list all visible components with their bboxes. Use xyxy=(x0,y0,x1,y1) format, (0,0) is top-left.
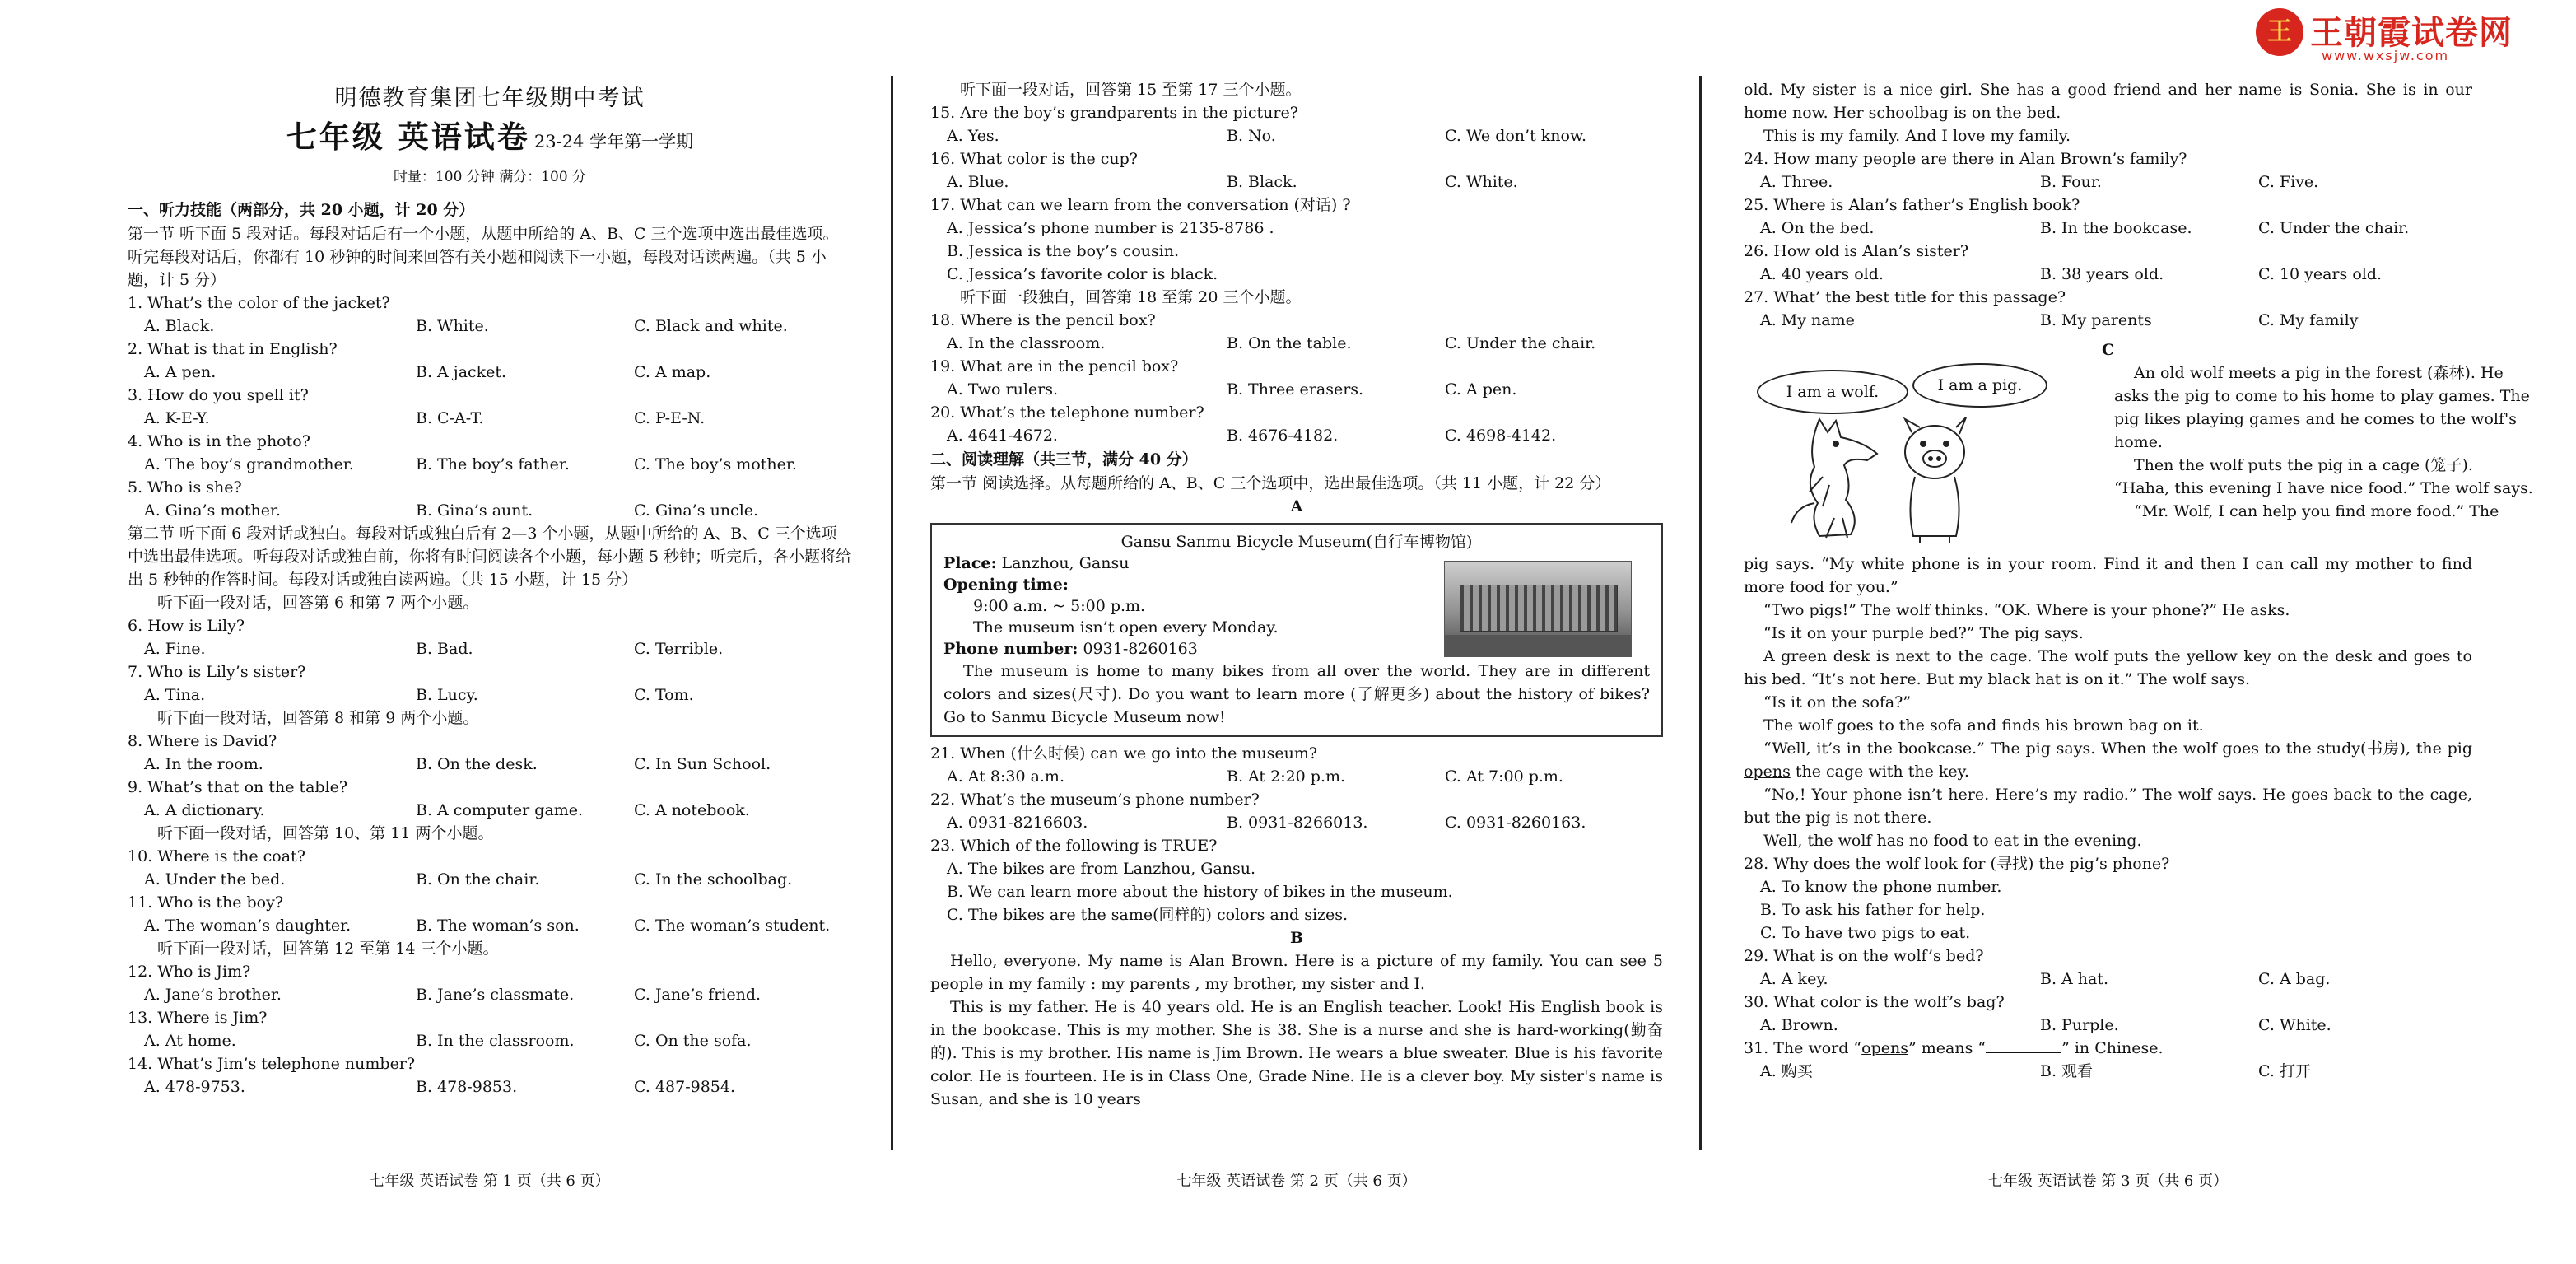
notice-phone-label: Phone number: xyxy=(943,640,1078,658)
notice-opening-label: Opening time: xyxy=(943,576,1069,594)
option-b[interactable]: B. 0931-8266013. xyxy=(1227,814,1368,832)
passage-paragraph: A green desk is next to the cage. The wolf puts the yellow key on the desk and goes to his bed. “It’s not here. But my black hat is on it.” The wolf says. xyxy=(1744,647,2472,688)
option-c[interactable]: C. On the sofa. xyxy=(634,1032,752,1050)
question-stem: 17. What can we learn from the conversation (对话) ? xyxy=(930,196,1351,214)
story-intro-block xyxy=(1744,361,2533,553)
story-line: Then the wolf puts the pig in a cage (笼子). xyxy=(2134,456,2473,474)
option-c[interactable]: C. To have two pigs to eat. xyxy=(1760,924,1971,942)
part-intro: 第一节 听下面 5 段对话。每段对话后有一个小题，从题中所给的 A、B、C 三个选项中选出最佳选项。听完每段对话后，你都有 10 秒钟的时间来回答有关小题和阅读下一小题，每段对话读两遍。（共 5 小题，计 5 分） xyxy=(128,225,839,289)
option-c[interactable]: C. The boy’s mother. xyxy=(634,455,797,473)
option-c[interactable]: C. Jane’s friend. xyxy=(634,986,762,1004)
notice-phone-value: 0931-8260163 xyxy=(1078,640,1198,658)
option-b[interactable]: B. My parents xyxy=(2040,311,2152,329)
story-side-text xyxy=(2114,361,2533,523)
option-b[interactable]: B. A computer game. xyxy=(416,801,584,819)
passage-paragraph xyxy=(1744,737,2472,783)
passage-label: A xyxy=(1290,497,1303,515)
question-item xyxy=(1744,1037,2472,1083)
question-item xyxy=(930,147,1663,194)
option-a[interactable]: A. K-E-Y. xyxy=(144,409,210,427)
passage-text: the cage with the key. xyxy=(1790,763,1969,781)
option-c[interactable]: C. A map. xyxy=(634,363,711,381)
instruction: 听下面一段对话，回答第 10、第 11 两个小题。 xyxy=(157,824,494,842)
option-c[interactable]: C. Five. xyxy=(2258,173,2319,191)
option-b[interactable]: B. On the desk. xyxy=(416,755,538,773)
question-stem: 2. What is that in English? xyxy=(128,340,338,358)
option-b[interactable]: B. The boy’s father. xyxy=(416,455,570,473)
question-item xyxy=(1744,991,2472,1037)
question-text: 31. The word “ xyxy=(1744,1039,1862,1057)
logo-url: www.wxsjw.com xyxy=(2322,48,2450,63)
option-c[interactable]: C. In the schoolbag. xyxy=(634,870,793,889)
option-a[interactable]: A. A dictionary. xyxy=(144,801,265,819)
question-list xyxy=(128,292,852,522)
option-c[interactable]: C. P-E-N. xyxy=(634,409,706,427)
question-stem: 16. What color is the cup? xyxy=(930,150,1138,168)
museum-notice xyxy=(930,523,1663,737)
option-b[interactable]: B. A hat. xyxy=(2040,970,2109,988)
option-a[interactable]: A. Jane’s brother. xyxy=(144,986,282,1004)
option-b[interactable]: B. Gina’s aunt. xyxy=(416,501,533,520)
question-stem: 21. When (什么时候) can we go into the museum? xyxy=(930,744,1318,763)
instruction: 听下面一段对话，回答第 6 和第 7 两个小题。 xyxy=(157,594,479,612)
passage-paragraph: This is my father. He is 40 years old. He is an English teacher. Look! His English book is in the bookcase. This is my mother. She is 38. She is a nurse and she is hard-working(勤奋的). This is my brother. His name is Jim Brown. He wears a blue sweater. Blue is his favorite color. He is fourteen. He is in Class One, Grade Nine. He is a clever boy. My sister's name is Susan, and she is 10 years xyxy=(930,998,1663,1108)
question-text: ” in Chinese. xyxy=(2061,1039,2164,1057)
option-c[interactable]: C. 4698-4142. xyxy=(1445,427,1557,445)
notice-body: The museum is home to many bikes from all over the world. They are in different colors and sizes(尺寸). Do you want to learn more (了解更多) about the history of bikes? Go to Sanmu Bicycle Museum now! xyxy=(943,662,1650,726)
option-b[interactable]: B. 38 years old. xyxy=(2040,265,2164,283)
underlined-word: opens xyxy=(1861,1039,1908,1057)
option-c[interactable]: C. The bikes are the same(同样的) colors and sizes. xyxy=(947,906,1349,924)
option-a[interactable]: A. Tina. xyxy=(144,686,206,704)
notice-hours: 9:00 a.m. ~ 5:00 p.m. xyxy=(973,597,1146,615)
wolf-icon xyxy=(1791,419,1877,538)
option-b[interactable]: B. In the bookcase. xyxy=(2040,219,2192,237)
instruction: 听下面一段对话，回答第 15 至第 17 三个小题。 xyxy=(960,81,1302,99)
question-stem: 9. What’s that on the table? xyxy=(128,778,348,796)
instruction: 听下面一段独白，回答第 18 至第 20 三个小题。 xyxy=(960,288,1302,306)
option-a[interactable]: A. 购买 xyxy=(1760,1062,1813,1080)
option-a[interactable]: A. To know the phone number. xyxy=(1760,878,2002,896)
option-c[interactable]: C. Black and white. xyxy=(634,317,788,335)
question-stem: 6. How is Lily? xyxy=(128,617,245,635)
option-c[interactable]: C. A notebook. xyxy=(634,801,750,819)
story-line: pig likes playing games and he comes to the wolf's xyxy=(2114,410,2517,428)
section-heading: 二、阅读理解（共三节，满分 40 分） xyxy=(930,450,1198,469)
question-item xyxy=(128,960,852,1006)
option-a[interactable]: A. The woman’s daughter. xyxy=(144,917,352,935)
school-title: 明德教育集团七年级期中考试 xyxy=(334,86,645,111)
question-item xyxy=(930,309,1663,355)
option-c[interactable]: C. 打开 xyxy=(2258,1062,2311,1080)
question-item xyxy=(1744,286,2472,332)
question-item xyxy=(128,1052,852,1098)
passage-paragraph: pig says. “My white phone is in your room. Find it and then I can call my mother to find more food for you.” xyxy=(1744,555,2472,596)
question-item xyxy=(1744,147,2472,194)
option-a[interactable]: A. Under the bed. xyxy=(144,870,286,889)
logo-seal-icon: 王 xyxy=(2256,8,2303,56)
option-b[interactable]: B. White. xyxy=(416,317,489,335)
question-stem: 4. Who is in the photo? xyxy=(128,432,310,450)
passage-paragraph: The wolf goes to the sofa and finds his brown bag on it. xyxy=(1763,716,2204,735)
passage-paragraph: “No,! Your phone isn’t here. Here’s my radio.” The wolf says. He goes back to the cage, but the pig is not there. xyxy=(1744,786,2472,827)
question-item xyxy=(128,384,852,430)
option-a[interactable]: A. Jessica’s phone number is 2135-8786 . xyxy=(947,219,1274,237)
column-divider xyxy=(1699,76,1702,1150)
wolf-pig-drawing xyxy=(1744,361,2052,544)
option-a[interactable]: A. In the room. xyxy=(144,755,263,773)
wolf-speech-bubble: I am a wolf. xyxy=(1757,370,1908,414)
passage-label: C xyxy=(2101,341,2115,359)
option-b[interactable]: B. C-A-T. xyxy=(416,409,484,427)
question-item xyxy=(128,338,852,384)
question-item xyxy=(930,101,1663,147)
option-a[interactable]: A. Gina’s mother. xyxy=(144,501,282,520)
option-a[interactable]: A. Blue. xyxy=(947,173,1009,191)
question-item xyxy=(1744,240,2472,286)
question-item xyxy=(128,845,852,891)
option-c[interactable]: C. My family xyxy=(2258,311,2359,329)
question-stem: 14. What’s Jim’s telephone number? xyxy=(128,1055,416,1073)
option-b[interactable]: B. Three erasers. xyxy=(1227,380,1364,399)
option-c[interactable]: C. A bag. xyxy=(2258,970,2331,988)
question-stem: 28. Why does the wolf look for (寻找) the pig’s phone? xyxy=(1744,855,2170,873)
question-item xyxy=(128,776,852,822)
option-c[interactable]: C. At 7:00 p.m. xyxy=(1445,767,1563,786)
option-b[interactable]: B. 观看 xyxy=(2040,1062,2094,1080)
question-stem: 1. What’s the color of the jacket? xyxy=(128,294,390,312)
question-item xyxy=(128,614,852,660)
option-b[interactable]: B. At 2:20 p.m. xyxy=(1227,767,1346,786)
option-c[interactable]: C. Gina’s uncle. xyxy=(634,501,759,520)
question-stem: 13. Where is Jim? xyxy=(128,1009,268,1027)
option-c[interactable]: C. Under the chair. xyxy=(1445,334,1596,352)
passage-paragraph: “Is it on your purple bed?” The pig says. xyxy=(1763,624,2084,642)
page-1 xyxy=(128,78,852,1149)
option-b[interactable]: B. Jane’s classmate. xyxy=(416,986,575,1004)
question-item xyxy=(930,788,1663,834)
story-line: An old wolf meets a pig in the forest (森林). He xyxy=(2134,364,2504,382)
passage-text: “Well, it’s in the bookcase.” The pig says. When the wolf goes to the study(书房), the pig xyxy=(1763,739,2472,758)
option-a[interactable]: A. Fine. xyxy=(144,640,206,658)
question-item xyxy=(128,730,852,776)
option-c[interactable]: C. Tom. xyxy=(634,686,694,704)
question-stem: 8. Where is David? xyxy=(128,732,277,750)
option-b[interactable]: B. In the classroom. xyxy=(416,1032,575,1050)
page-2 xyxy=(930,78,1663,1149)
option-a[interactable]: A. Yes. xyxy=(947,127,999,145)
question-stem: 5. Who is she? xyxy=(128,478,242,497)
question-item xyxy=(930,742,1663,788)
question-stem: 10. Where is the coat? xyxy=(128,847,305,865)
question-text: ” means “ xyxy=(1908,1039,1987,1057)
option-a[interactable]: A. 4641-4672. xyxy=(947,427,1058,445)
option-a[interactable]: A. In the classroom. xyxy=(947,334,1106,352)
question-item xyxy=(128,292,852,338)
passage-label: B xyxy=(1289,929,1304,947)
option-b[interactable]: B. Black. xyxy=(1227,173,1297,191)
option-a[interactable]: A. Three. xyxy=(1760,173,1833,191)
option-b[interactable]: B. 4676-4182. xyxy=(1227,427,1339,445)
logo-name: 王朝霞试卷网 xyxy=(2310,14,2513,52)
option-c[interactable]: C. White. xyxy=(2258,1016,2331,1034)
question-item xyxy=(930,355,1663,401)
question-stem: 22. What’s the museum’s phone number? xyxy=(930,791,1260,809)
option-b[interactable]: B. The woman’s son. xyxy=(416,917,580,935)
passage-paragraph: Hello, everyone. My name is Alan Brown. Here is a picture of my family. You can see 5 people in my family : my parents , my brother, my sister and I. xyxy=(930,952,1663,993)
question-stem: 30. What color is the wolf’s bag? xyxy=(1744,993,2005,1011)
instruction: 听下面一段对话，回答第 12 至第 14 三个小题。 xyxy=(157,940,499,958)
column-divider xyxy=(891,76,893,1150)
question-stem: 11. Who is the boy? xyxy=(128,893,284,912)
pig-speech-bubble: I am a pig. xyxy=(1912,363,2047,408)
question-item xyxy=(128,660,852,707)
option-c[interactable]: C. The woman’s student. xyxy=(634,917,831,935)
option-a[interactable]: A. A key. xyxy=(1760,970,1828,988)
pig-icon xyxy=(1905,417,1966,543)
option-a[interactable]: A. On the bed. xyxy=(1760,219,1875,237)
option-b[interactable]: B. Jessica is the boy’s cousin. xyxy=(947,242,1180,260)
question-item xyxy=(1744,945,2472,991)
question-stem: 18. Where is the pencil box? xyxy=(930,311,1156,329)
question-item xyxy=(128,430,852,476)
question-stem: 23. Which of the following is TRUE? xyxy=(930,837,1218,855)
underlined-word: opens xyxy=(1744,763,1791,781)
question-item xyxy=(1744,194,2472,240)
notice-closed: The museum isn’t open every Monday. xyxy=(973,618,1279,637)
story-line: “Mr. Wolf, I can help you find more food.” The xyxy=(2134,502,2499,520)
passage-paragraph: old. My sister is a nice girl. She has a good friend and her name is Sonia. She is in our home now. Her schoolbag is on the bed. xyxy=(1744,81,2472,122)
exam-meta: 时量：100 分钟 满分：100 分 xyxy=(393,169,587,185)
option-a[interactable]: A. Brown. xyxy=(1760,1016,1838,1034)
exam-term: 23-24 学年第一学期 xyxy=(533,132,694,152)
notice-place-label: Place: xyxy=(943,554,997,572)
option-a[interactable]: A. At 8:30 a.m. xyxy=(947,767,1064,786)
option-c[interactable]: C. A pen. xyxy=(1445,380,1517,399)
question-stem xyxy=(1744,1037,2472,1060)
question-stem: 19. What are in the pencil box? xyxy=(930,357,1179,375)
wolf-pig-illustration xyxy=(1744,361,2052,544)
option-a[interactable]: A. The boy’s grandmother. xyxy=(144,455,354,473)
option-b[interactable]: B. Lucy. xyxy=(416,686,478,704)
question-stem: 29. What is on the wolf’s bed? xyxy=(1744,947,1984,965)
question-item xyxy=(930,834,1663,926)
question-item xyxy=(128,476,852,522)
site-logo xyxy=(2256,7,2519,66)
question-stem: 15. Are the boy’s grandparents in the picture? xyxy=(930,104,1298,122)
instruction: 听下面一段对话，回答第 8 和第 9 两个小题。 xyxy=(157,709,479,727)
option-b[interactable]: B. 478-9853. xyxy=(416,1078,518,1096)
question-stem: 25. Where is Alan’s father’s English book? xyxy=(1744,196,2080,214)
page-3 xyxy=(1744,78,2533,1149)
answer-blank[interactable] xyxy=(1986,1038,2061,1053)
passage-paragraph: Well, the wolf has no food to eat in the evening. xyxy=(1763,832,2142,850)
option-c[interactable]: C. Terrible. xyxy=(634,640,724,658)
question-stem: 20. What’s the telephone number? xyxy=(930,403,1204,422)
option-c[interactable]: C. 487-9854. xyxy=(634,1078,736,1096)
question-stem: 3. How do you spell it? xyxy=(128,386,309,404)
part-intro: 第一节 阅读选择。从每题所给的 A、B、C 三个选项中，选出最佳选项。（共 11 小题，计 22 分） xyxy=(930,474,1611,492)
question-item xyxy=(1744,852,2472,945)
option-b[interactable]: B. A jacket. xyxy=(416,363,507,381)
option-b[interactable]: B. Four. xyxy=(2040,173,2102,191)
option-a[interactable]: A. 0931-8216603. xyxy=(947,814,1088,832)
option-c[interactable]: C. We don’t know. xyxy=(1445,127,1586,145)
story-line: asks the pig to come to his home to play games. The xyxy=(2114,387,2530,405)
question-stem: 7. Who is Lily’s sister? xyxy=(128,663,306,681)
option-a[interactable]: A. The bikes are from Lanzhou, Gansu. xyxy=(947,860,1256,878)
question-item xyxy=(930,194,1663,286)
page-footer: 七年级 英语试卷 第 3 页（共 6 页） xyxy=(1987,1173,2229,1190)
option-a[interactable]: A. 40 years old. xyxy=(1760,265,1884,283)
option-a[interactable]: A. At home. xyxy=(144,1032,236,1050)
story-line: “Haha, this evening I have nice food.” The wolf says. xyxy=(2114,479,2533,497)
option-c[interactable]: C. 0931-8260163. xyxy=(1445,814,1586,832)
museum-photo xyxy=(1444,561,1632,657)
option-a[interactable]: A. 478-9753. xyxy=(144,1078,245,1096)
option-b[interactable]: B. No. xyxy=(1227,127,1276,145)
story-line: home. xyxy=(2114,433,2163,451)
section-heading: 一、听力技能（两部分，共 20 小题，计 20 分） xyxy=(128,201,475,219)
passage-paragraph: “Is it on the sofa?” xyxy=(1763,693,1912,711)
part-intro: 第二节 听下面 6 段对话或独白。每段对话或独白后有 2—3 个小题，从题中所给的 A、B、C 三个选项中选出最佳选项。听每段对话或独白前，你将有时间阅读各个小题，每小题 5 秒钟；听完后，各小题将给出 5 秒钟的作答时间。每段对话或独白读两遍。（共 15 小题，计 15 分） xyxy=(128,525,852,589)
option-b[interactable]: B. On the chair. xyxy=(416,870,540,889)
question-stem: 24. How many people are there in Alan Brown’s family? xyxy=(1744,150,2187,168)
option-b[interactable]: B. On the table. xyxy=(1227,334,1352,352)
option-c[interactable]: C. 10 years old. xyxy=(2258,265,2383,283)
option-a[interactable]: A. My name xyxy=(1760,311,1855,329)
question-item xyxy=(128,1006,852,1052)
question-item xyxy=(128,891,852,937)
option-b[interactable]: B. Purple. xyxy=(2040,1016,2119,1034)
exam-title-main: 七年级 英语试卷 xyxy=(286,119,530,155)
question-stem: 26. How old is Alan’s sister? xyxy=(1744,242,1969,260)
page-footer: 七年级 英语试卷 第 2 页（共 6 页） xyxy=(1176,1173,1417,1190)
question-stem: 12. Who is Jim? xyxy=(128,963,251,981)
passage-paragraph: This is my family. And I love my family. xyxy=(1763,127,2071,145)
option-a[interactable]: A. Two rulers. xyxy=(947,380,1059,399)
option-b[interactable]: B. To ask his father for help. xyxy=(1760,901,1986,919)
exam-title xyxy=(128,115,852,165)
page-footer: 七年级 英语试卷 第 1 页（共 6 页） xyxy=(370,1173,610,1190)
question-stem: 27. What’ the best title for this passage? xyxy=(1744,288,2066,306)
notice-title: Gansu Sanmu Bicycle Museum(自行车博物馆) xyxy=(1120,533,1473,551)
option-c[interactable]: C. In Sun School. xyxy=(634,755,771,773)
passage-paragraph: “Two pigs!” The wolf thinks. “OK. Where is your phone?” He asks. xyxy=(1763,601,2290,619)
question-item xyxy=(930,401,1663,447)
option-a[interactable]: A. A pen. xyxy=(144,363,217,381)
option-c[interactable]: C. White. xyxy=(1445,173,1518,191)
option-b[interactable]: B. Bad. xyxy=(416,640,473,658)
option-c[interactable]: C. Under the chair. xyxy=(2258,219,2410,237)
notice-place-value: Lanzhou, Gansu xyxy=(996,554,1130,572)
option-b[interactable]: B. We can learn more about the history of bikes in the museum. xyxy=(947,883,1453,901)
option-c[interactable]: C. Jessica’s favorite color is black. xyxy=(947,265,1218,283)
option-a[interactable]: A. Black. xyxy=(144,317,215,335)
